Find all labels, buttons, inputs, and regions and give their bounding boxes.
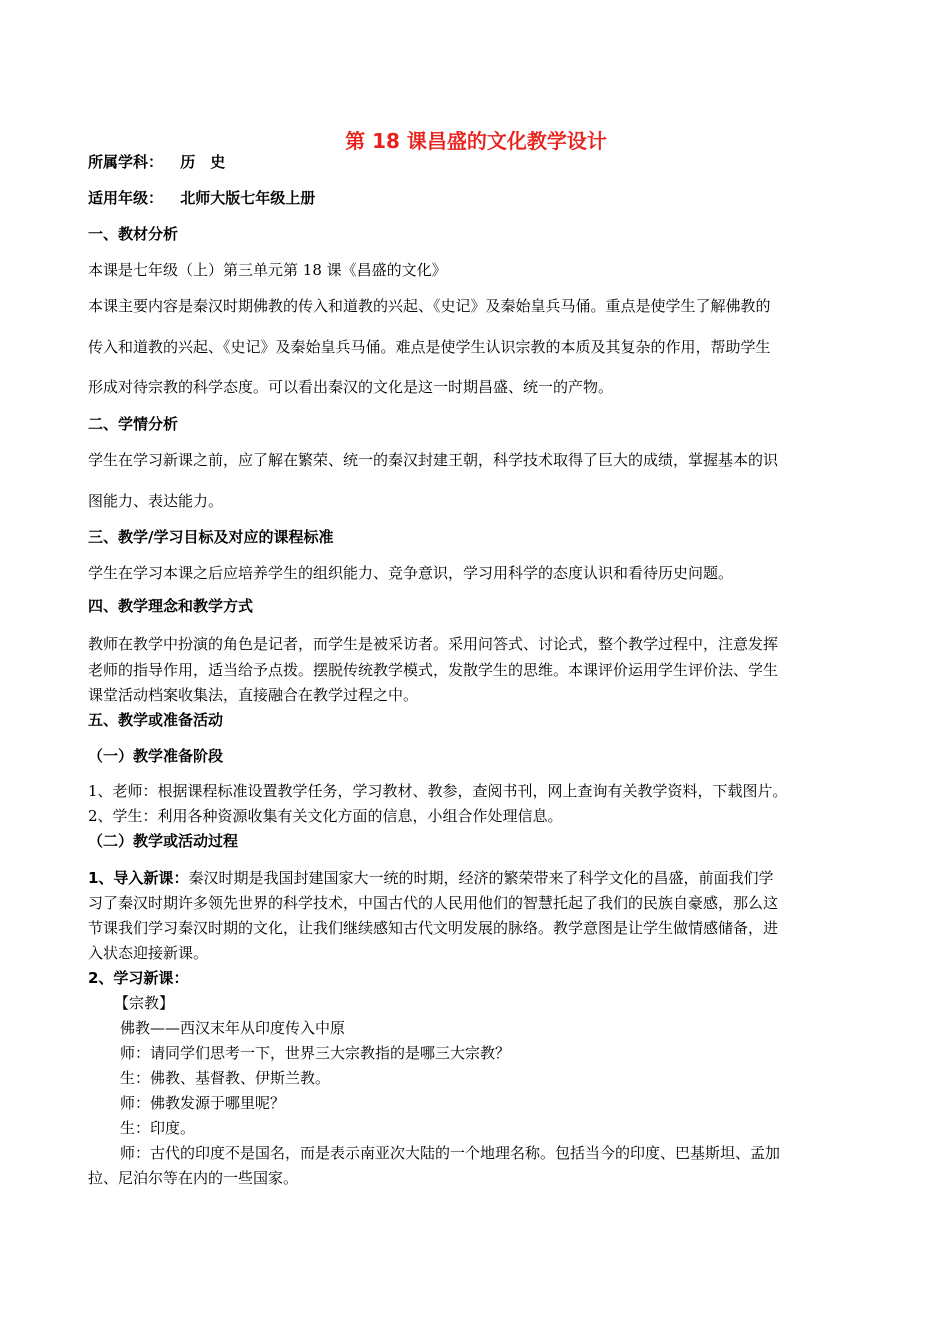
dialogue-line: 师：古代的印度不是国名，而是表示南亚次大陆的一个地理名称。包括当今的印度、巴基斯坦、孟加 <box>120 1144 781 1162</box>
paragraph-line: 2、学生：利用各种资源收集有关文化方面的信息，小组合作处理信息。 <box>88 807 563 825</box>
section-heading: 五、教学或准备活动 <box>88 711 224 729</box>
paragraph-line: 老师的指导作用，适当给予点拨。摆脱传统教学模式，发散学生的思维。本课评价运用学生评价法、学生 <box>88 661 779 679</box>
subsection-heading: （一）教学准备阶段 <box>88 747 224 765</box>
paragraph-line: 传入和道教的兴起、《史记》及秦始皇兵马俑。难点是使学生认识宗教的本质及其复杂的作用，帮助学生 <box>88 338 771 356</box>
dialogue-line: 生：佛教、基督教、伊斯兰教。 <box>120 1069 331 1087</box>
paragraph-line: 本课主要内容是秦汉时期佛教的传入和道教的兴起、《史记》及秦始皇兵马俑。重点是使学生了解佛教的 <box>88 297 771 315</box>
subject-label: 所属学科： <box>88 153 164 171</box>
subsection-heading: （二）教学或活动过程 <box>88 832 239 850</box>
paragraph-line: 图能力、表达能力。 <box>88 492 224 510</box>
paragraph-line: 学生在学习本课之后应培养学生的组织能力、竞争意识，学习用科学的态度认识和看待历史问题。 <box>88 564 734 582</box>
paragraph-line: 入状态迎接新课。 <box>88 944 209 962</box>
intro-text: 秦汉时期是我国封建国家大一统的时期，经济的繁荣带来了科学文化的昌盛，前面我们学 <box>188 869 774 887</box>
section-heading: 一、教材分析 <box>88 225 179 243</box>
section-heading: 二、学情分析 <box>88 415 179 433</box>
topic-heading: 【宗教】 <box>114 994 175 1012</box>
intro-label: 1、导入新课： <box>88 869 189 887</box>
subject-line <box>88 152 225 172</box>
paragraph-line: 教师在教学中扮演的角色是记者，而学生是被采访者。采用问答式、讨论式，整个教学过程中，注意发挥 <box>88 635 779 653</box>
subject-value: 历 史 <box>180 153 226 171</box>
paragraph-line: 学生在学习新课之前，应了解在繁荣、统一的秦汉封建王朝，科学技术取得了巨大的成绩，掌握基本的识 <box>88 451 779 469</box>
paragraph-line: 形成对待宗教的科学态度。可以看出秦汉的文化是这一时期昌盛、统一的产物。 <box>88 378 614 396</box>
page-title: 第 18 课昌盛的文化教学设计 <box>345 129 607 153</box>
dialogue-line: 生：印度。 <box>120 1119 196 1137</box>
paragraph-line: 1、老师：根据课程标准设置教学任务，学习教材、教参，查阅书刊，网上查询有关教学资料，下载图片。 <box>88 782 788 800</box>
section-heading: 三、教学/学习目标及对应的课程标准 <box>88 528 334 546</box>
intro-line <box>88 868 773 888</box>
paragraph-line: 本课是七年级（上）第三单元第 18 课《昌盛的文化》 <box>88 261 447 279</box>
section-heading: 四、教学理念和教学方式 <box>88 597 254 615</box>
paragraph-line: 节课我们学习秦汉时期的文化，让我们继续感知古代文明发展的脉络。教学意图是让学生做情感储备，进 <box>88 919 779 937</box>
grade-label: 适用年级： <box>88 189 164 207</box>
dialogue-line: 师：佛教发源于哪里呢？ <box>120 1094 286 1112</box>
new-lesson-label: 2、学习新课： <box>88 969 189 987</box>
grade-line <box>88 188 315 208</box>
grade-value: 北师大版七年级上册 <box>180 189 316 207</box>
paragraph-line: 习了秦汉时期许多领先世界的科学技术，中国古代的人民用他们的智慧托起了我们的民族自豪感，那么这 <box>88 894 779 912</box>
dialogue-line: 拉、尼泊尔等在内的一些国家。 <box>88 1169 299 1187</box>
dialogue-line: 师：请同学们思考一下，世界三大宗教指的是哪三大宗教？ <box>120 1044 511 1062</box>
paragraph-line: 课堂活动档案收集法，直接融合在教学过程之中。 <box>88 686 419 704</box>
dialogue-line: 佛教——西汉末年从印度传入中原 <box>120 1019 346 1037</box>
